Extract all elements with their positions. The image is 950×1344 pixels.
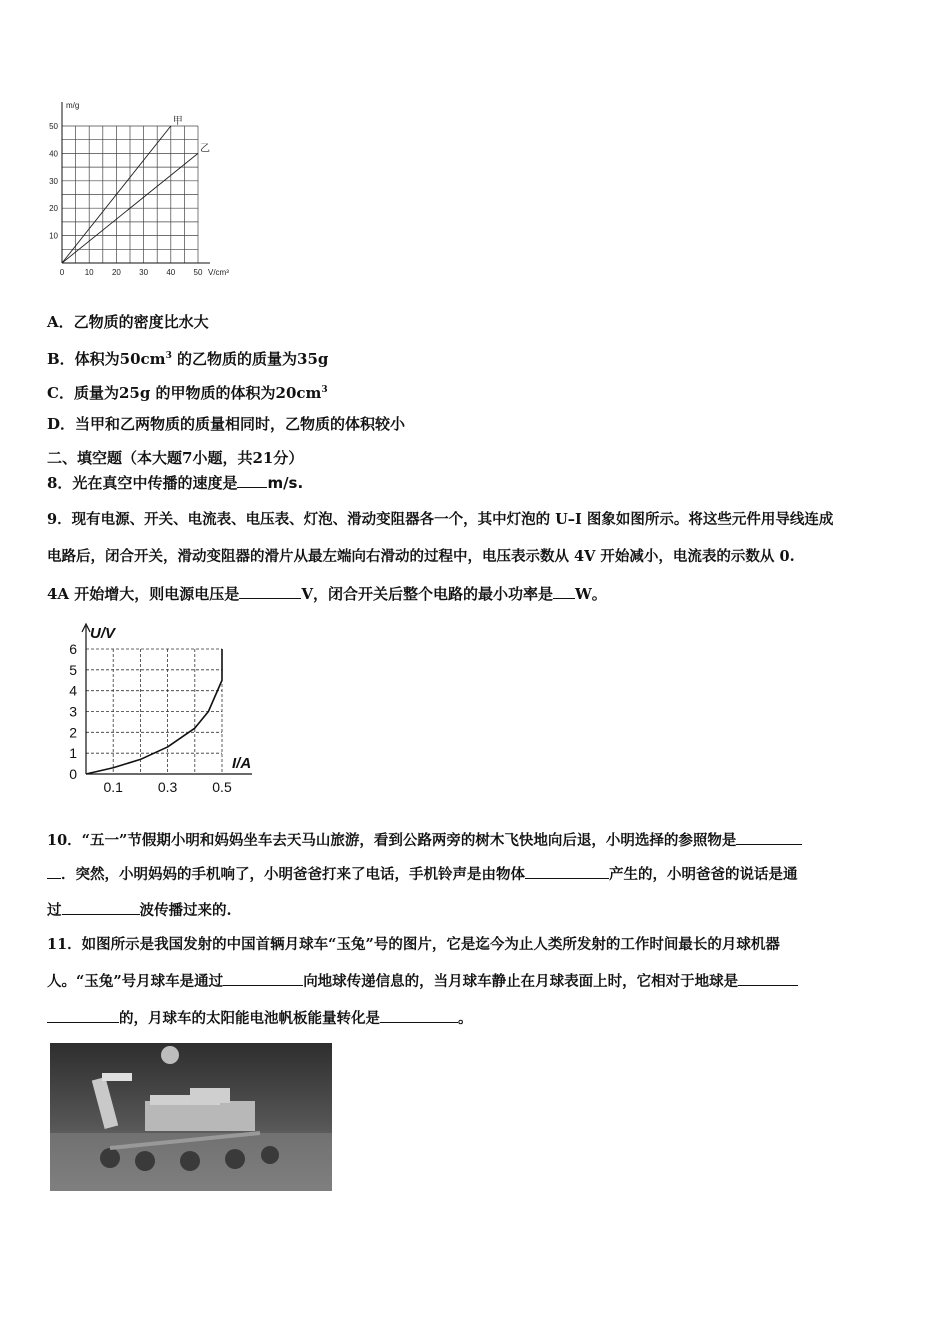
chart-labels	[69, 625, 251, 795]
q10-text: 过	[47, 902, 62, 919]
option-b-text-end: 的乙物质的质量为35g	[171, 350, 329, 368]
x-tick-label: 10	[84, 268, 94, 277]
answer-blank[interactable]	[223, 971, 303, 986]
x-tick-label: 30	[139, 268, 149, 277]
q10-text: 10．“五一”节假期小明和妈妈坐车去天马山旅游，看到公路两旁的树木飞快地向后退，小明选择的参照物是	[47, 832, 737, 849]
option-c-text: C．质量为25g 的甲物质的体积为20cm	[47, 384, 322, 402]
option-a: A．乙物质的密度比水大	[47, 313, 209, 331]
y-tick-label: 0	[69, 766, 77, 782]
series-label: 乙	[200, 143, 210, 155]
option-c	[47, 380, 328, 403]
mass-volume-chart	[40, 98, 260, 283]
q11-text: 。	[458, 1010, 473, 1027]
y-tick-label: 5	[69, 661, 77, 678]
y-tick-label: 1	[69, 745, 77, 762]
x-tick-label: 0	[59, 268, 65, 277]
q11-text: 向地球传递信息的，当月球车静止在月球表面上时，它相对于地球是	[303, 973, 739, 990]
q10-text: 波传播过来的.	[139, 902, 232, 919]
answer-blank[interactable]	[738, 971, 798, 986]
q11-text: 人。“玉兔”号月球车是通过	[47, 973, 224, 990]
x-tick-label: 40	[166, 268, 176, 277]
y-tick-label: 3	[69, 703, 77, 720]
answer-blank[interactable]	[525, 864, 609, 879]
y-tick-label: 40	[49, 149, 58, 159]
q8-text: 8．光在真空中传播的速度是	[47, 474, 238, 492]
lunar-rover-photo	[50, 1043, 332, 1191]
y-axis-label: m/g	[66, 101, 80, 110]
question-11-line1: 11．如图所示是我国发射的中国首辆月球车“玉兔”号的图片，它是迄今为止人类所发射的工作时间最长的月球机器	[47, 936, 780, 953]
y-tick-label: 6	[69, 641, 77, 657]
series-label: 甲	[172, 116, 183, 127]
q10-text: ．突然，小明妈妈的手机响了，小明爸爸打来了电话，手机铃声是由物体	[61, 866, 525, 883]
option-b-text: B．体积为50cm	[47, 350, 166, 368]
option-b	[47, 346, 328, 369]
question-9-line2: 电路后，闭合开关，滑动变阻器的滑片从最左端向右滑动的过程中，电压表示数从 4V 开始减小，电流表的示数从 0.	[47, 548, 795, 565]
y-tick-label: 20	[49, 204, 58, 214]
q9-text-a: 4A 开始增大，则电源电压是	[47, 585, 240, 603]
y-tick-label: 4	[69, 682, 77, 699]
chart-labels	[49, 101, 229, 277]
chart-grid	[62, 102, 210, 263]
section-title: 二、填空题（本大题7小题，共21分）	[47, 449, 304, 467]
q11-text: 的，月球车的太阳能电池帆板能量转化是	[119, 1010, 380, 1027]
question-8	[47, 473, 303, 493]
y-tick-label: 10	[49, 231, 58, 241]
x-axis-label: V/cm³	[208, 268, 229, 277]
question-9-line3	[47, 584, 607, 604]
answer-blank[interactable]	[553, 584, 575, 599]
x-tick-label: 0.5	[212, 779, 232, 795]
answer-blank[interactable]	[237, 473, 267, 488]
x-tick-label: 0.1	[103, 779, 123, 795]
x-tick-label: 0.3	[157, 779, 178, 795]
question-10-line1	[47, 830, 802, 851]
voltage-current-chart	[60, 620, 270, 800]
y-tick-label: 2	[69, 724, 77, 741]
question-10-line2	[47, 864, 798, 885]
question-9-line1: 9．现有电源、开关、电流表、电压表、灯泡、滑动变阻器各一个，其中灯泡的 U–I 图象如图所示。将这些元件用导线连成	[47, 511, 834, 528]
answer-blank[interactable]	[47, 1008, 119, 1023]
q9-text-c: W。	[574, 585, 607, 603]
superscript: 3	[165, 351, 172, 361]
question-11-line2	[47, 971, 798, 992]
y-tick-label: 50	[49, 122, 58, 131]
option-d: D．当甲和乙两物质的质量相同时，乙物质的体积较小	[47, 415, 406, 433]
x-axis-label: I/A	[232, 755, 252, 772]
answer-blank[interactable]	[62, 900, 140, 915]
question-10-line3	[47, 900, 232, 921]
x-tick-label: 50	[193, 268, 203, 277]
question-11-line3	[47, 1008, 473, 1029]
x-tick-label: 20	[111, 268, 121, 277]
answer-blank[interactable]	[736, 830, 802, 845]
q10-text: 产生的，小明爸爸的说话是通	[609, 866, 798, 883]
y-axis-label: U/V	[90, 625, 116, 642]
q8-unit: m/s.	[267, 474, 304, 492]
superscript: 3	[321, 385, 328, 395]
y-tick-label: 30	[49, 176, 58, 186]
answer-blank[interactable]	[47, 864, 61, 879]
chart-grid	[82, 624, 252, 774]
answer-blank[interactable]	[380, 1008, 458, 1023]
q9-text-b: V，闭合开关后整个电路的最小功率是	[301, 585, 553, 603]
answer-blank[interactable]	[239, 584, 301, 599]
